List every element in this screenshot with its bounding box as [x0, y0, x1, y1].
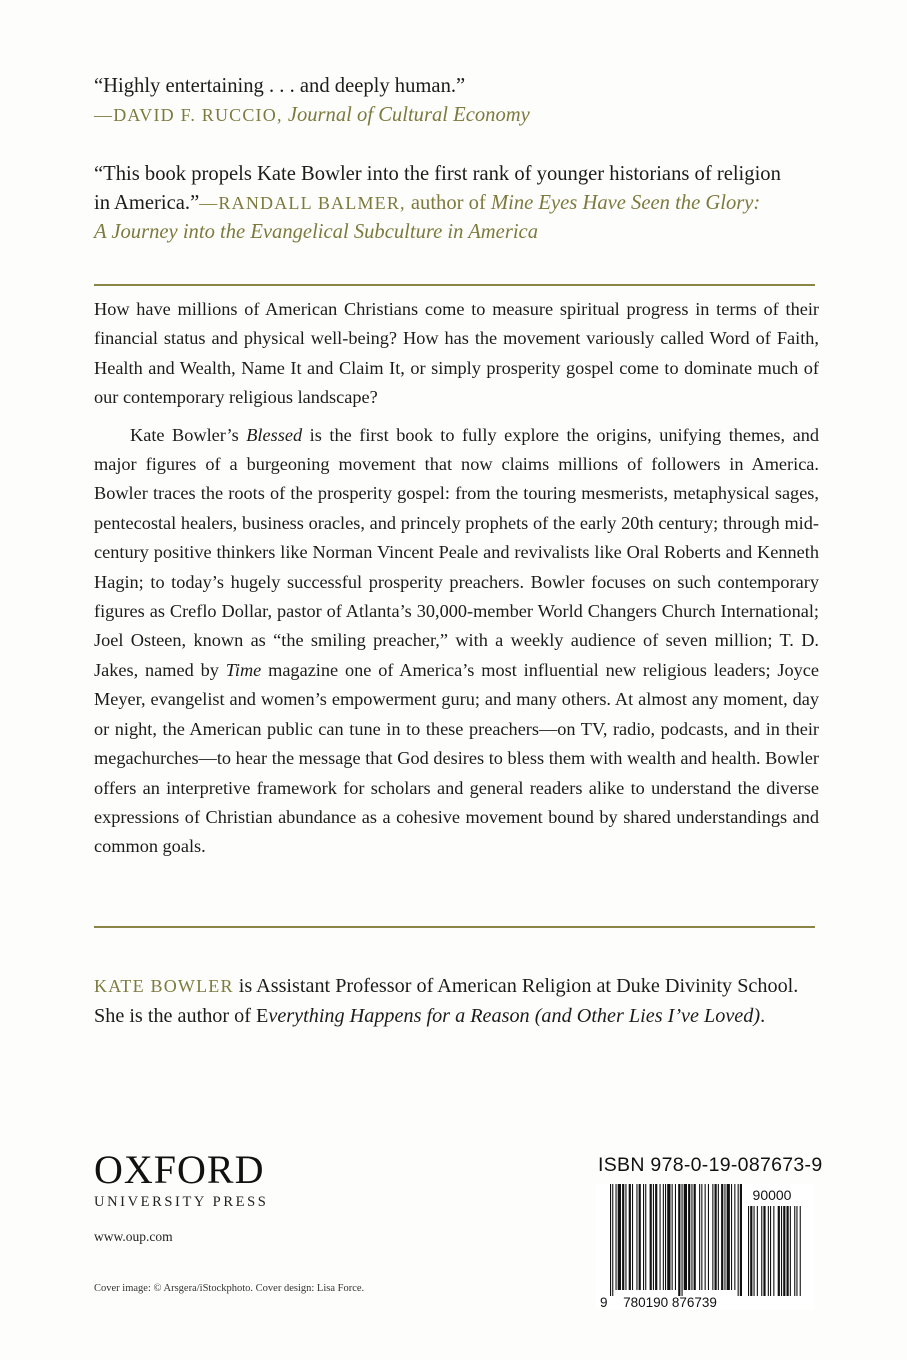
barcode-addon-bar — [783, 1206, 785, 1296]
barcode-bar — [663, 1184, 664, 1290]
barcode-bar — [678, 1184, 680, 1296]
barcode-bar — [629, 1184, 631, 1290]
author-bio-end: . — [760, 1004, 766, 1027]
quote-1-author: —DAVID F. RUCCIO, — [94, 105, 283, 125]
barcode-bar — [724, 1184, 725, 1290]
quote-2-book-title-1: Mine Eyes Have Seen the Glory: — [490, 192, 761, 214]
quote-1-source: Journal of Cultural Economy — [287, 104, 530, 126]
barcode-addon-bar — [757, 1206, 758, 1296]
barcode-bar — [738, 1184, 739, 1296]
barcode-bar — [655, 1184, 657, 1290]
barcode-addon-bar — [763, 1206, 765, 1296]
quote-2 — [94, 160, 819, 247]
p2-start: Kate Bowler’s — [130, 424, 247, 445]
barcode-addon-bar — [781, 1206, 782, 1296]
barcode-addon-bar — [768, 1206, 769, 1296]
author-bio-text: is Assistant Professor of American Religion at Duke Divinity School. She is the author of E — [94, 975, 799, 1027]
barcode-bar — [682, 1184, 683, 1296]
barcode-bar — [622, 1184, 624, 1290]
author-name: KATE BOWLER — [94, 976, 234, 996]
book-description — [94, 295, 819, 862]
top-divider — [94, 284, 815, 286]
barcode-bar — [734, 1184, 735, 1290]
barcode-bar — [688, 1184, 690, 1290]
price-code: 90000 — [752, 1187, 792, 1203]
barcode-bar — [639, 1184, 641, 1290]
barcode-bar — [610, 1184, 611, 1296]
barcode-bar — [705, 1184, 706, 1290]
isbn-label: ISBN 978-0-19-087673-9 — [598, 1154, 823, 1176]
barcode-addon-bar — [800, 1206, 801, 1296]
barcode-addon-bar — [750, 1206, 752, 1296]
cover-credit: Cover image: © Arsgera/iStockphoto. Cover design: Lisa Force. — [94, 1283, 365, 1294]
barcode-bar — [675, 1184, 676, 1290]
barcode-bar — [643, 1184, 644, 1290]
barcode-addon-bar — [748, 1206, 749, 1296]
author-book-title: verything Happens for a Reason (and Other Lies I’ve Loved) — [268, 1004, 761, 1027]
barcode-bars — [610, 1184, 742, 1296]
quote-2-author-of: author of — [405, 192, 491, 214]
barcode-bar — [715, 1184, 717, 1290]
barcode-bar — [712, 1184, 713, 1290]
barcode — [596, 1184, 814, 1310]
barcode-bar — [727, 1184, 730, 1290]
barcode-bar — [625, 1184, 626, 1290]
barcode-bar — [691, 1184, 692, 1290]
barcode-bar — [645, 1184, 646, 1290]
barcode-addon-bar — [761, 1206, 762, 1296]
p2-end: magazine one of America’s most influential new religious leaders; Joyce Meyer, evangelist and women’s empowerment guru; and many others. At almost any moment, day or night, the American public can tune in to these preachers—on TV, radio, podcasts, and in their megachurches—to hear the message that God desires to bless them with wealth and health. Bowler offers an interpretive framework for scholars and general readers alike to understand the diverse expressions of Christian abundance as a cohesive movement bound by shared understandings and common goals. — [94, 659, 819, 857]
barcode-bar — [731, 1184, 732, 1290]
barcode-addon-bar — [794, 1206, 795, 1296]
barcode-bar — [701, 1184, 702, 1290]
publisher-name: OXFORD — [94, 1147, 265, 1192]
barcode-bar — [618, 1184, 621, 1290]
barcode-addon-bar — [796, 1206, 797, 1296]
barcode-addon-bar — [773, 1206, 774, 1296]
p2-middle: is the first book to fully explore the origins, unifying themes, and major figures of a burgeoning movement that now claims millions of followers in America. Bowler traces the roots of the prosperity gospel: from the touring mesmerists, metaphysical sages, pentecostal healers, business oracles, and princely prophets of the early 20th century; through mid-century positive thinkers like Norman Vincent Peale and revivalists like Oral Roberts and Kenneth Hagin; to today’s hugely successful prosperity preachers. Bowler focuses on such contemporary figures as Creflo Dollar, pastor of Atlanta’s 30,000-member World Changers Church International; Joel Osteen, known as “the smiling preacher,” with a weekly audience of seven million; T. D. Jakes, named by — [94, 424, 819, 680]
barcode-bar — [632, 1184, 633, 1290]
quote-1-text: “Highly entertaining . . . and deeply human.” — [94, 75, 466, 97]
quote-2-text-end: in America.” — [94, 192, 200, 214]
bottom-divider — [94, 926, 815, 928]
description-paragraph-1: How have millions of American Christians come to measure spiritual progress in terms of their financial status and physical well-being? How has the movement variously called Word of Faith, Health and Wealth, Name It and Claim It, or simply prosperity gospel come to dominate much of our contemporary religious landscape? — [94, 299, 819, 408]
barcode-addon-bar — [787, 1206, 789, 1296]
barcode-digits: 780190 876739 — [623, 1295, 717, 1310]
barcode-bar — [650, 1184, 652, 1290]
quote-1-attribution — [94, 101, 819, 130]
barcode-bar — [612, 1184, 613, 1296]
magazine-time: Time — [225, 659, 262, 680]
barcode-bar — [672, 1184, 673, 1290]
barcode-bar — [667, 1184, 670, 1290]
barcode-bar — [718, 1184, 719, 1290]
quote-2-line2 — [94, 189, 819, 218]
barcode-bar — [636, 1184, 637, 1290]
description-paragraph-2 — [94, 421, 819, 862]
quote-2-line1: “This book propels Kate Bowler into the first rank of younger historians of religion — [94, 163, 781, 185]
publisher-subname: UNIVERSITY PRESS — [94, 1194, 269, 1210]
barcode-digit-first: 9 — [600, 1295, 608, 1310]
barcode-bar — [694, 1184, 696, 1290]
barcode-addon-bar — [778, 1206, 780, 1296]
barcode-bar — [653, 1184, 654, 1290]
barcode-addon-bar — [790, 1206, 791, 1296]
barcode-bar — [740, 1184, 742, 1296]
book-title-blessed: Blessed — [246, 424, 303, 445]
barcode-bar — [660, 1184, 661, 1290]
author-bio — [94, 972, 819, 1031]
quote-2-author: —RANDALL BALMER, — [199, 193, 406, 213]
quote-1 — [94, 72, 819, 130]
barcode-bar — [616, 1184, 617, 1290]
barcode-bar — [721, 1184, 723, 1290]
publisher-logo — [94, 1147, 269, 1211]
barcode-bar — [708, 1184, 709, 1290]
barcode-addon-bar — [770, 1206, 771, 1296]
barcode-bar — [684, 1184, 687, 1290]
barcode-bar — [665, 1184, 666, 1290]
quote-2-book-title-2: A Journey into the Evangelical Subculture in America — [94, 221, 538, 243]
barcode-bar — [699, 1184, 700, 1290]
barcode-addon-bar — [754, 1206, 755, 1296]
publisher-url[interactable]: www.oup.com — [94, 1229, 173, 1244]
